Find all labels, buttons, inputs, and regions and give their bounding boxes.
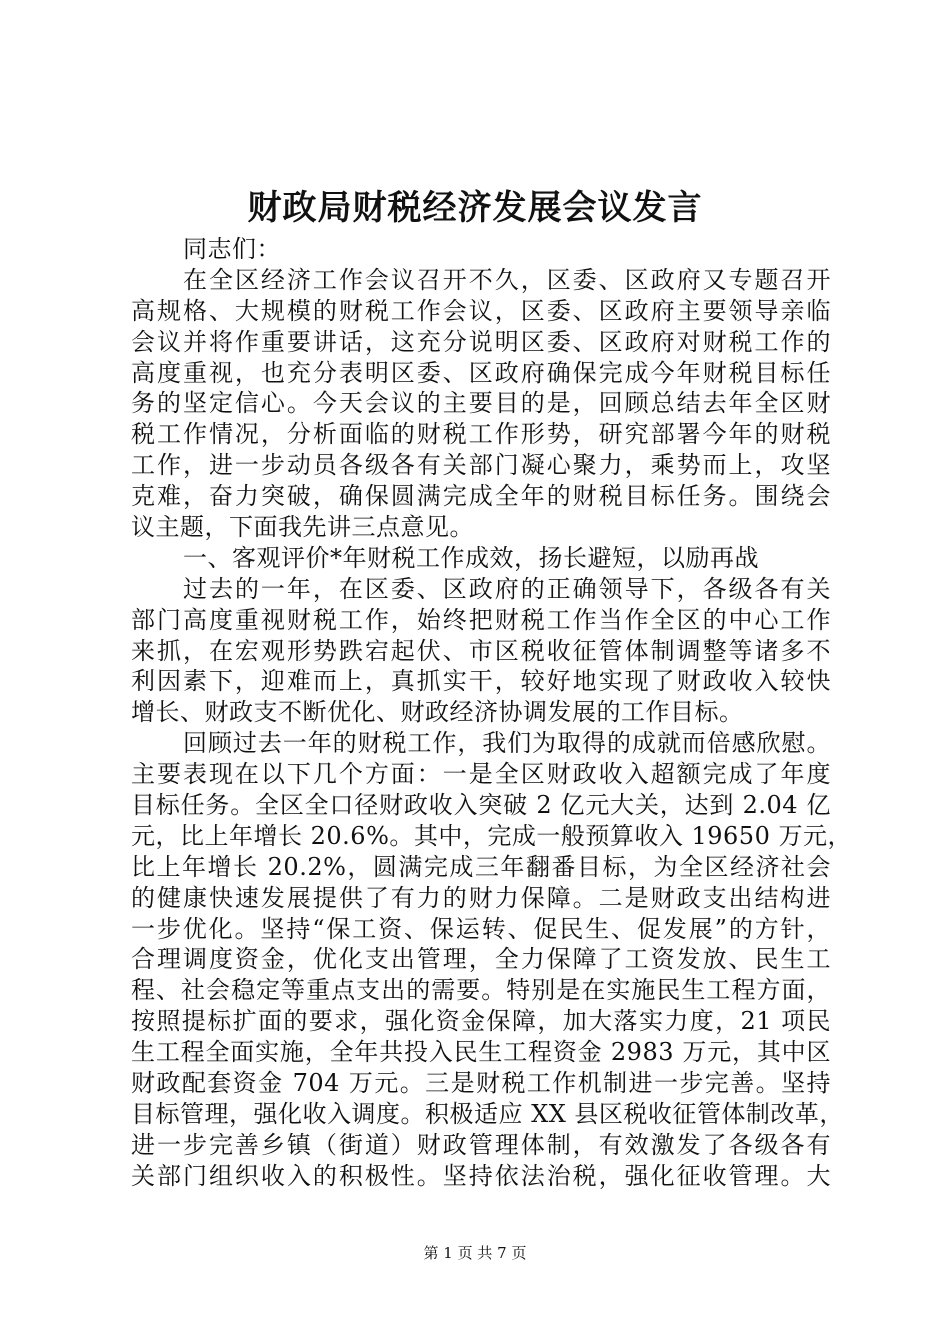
document-title: 财政局财税经济发展会议发言 (247, 188, 703, 228)
text-line: 利因素下，迎难而上，真抓实干，较好地实现了财政收入较快 (131, 667, 831, 696)
text-line: 同志们： (183, 235, 281, 263)
text-line: 元，比上年增长 20.6%。其中，完成一般预算收入 19650 万元， (131, 821, 852, 850)
text-line: 增长、财政支不断优化、财政经济协调发展的工作目标。 (131, 698, 744, 727)
text-line: 高度重视，也充分表明区委、区政府确保完成今年财税目标任 (131, 358, 831, 387)
text-line: 回顾过去一年的财税工作，我们为取得的成就而倍感欣慰。 (183, 729, 831, 758)
text-line: 一、客观评价*年财税工作成效，扬长避短，以励再战 (183, 543, 759, 572)
text-line: 过去的一年，在区委、区政府的正确领导下，各级各有关 (183, 574, 831, 603)
text-line: 财政配套资金 704 万元。三是财税工作机制进一步完善。坚持 (131, 1069, 831, 1098)
page-footer: 第 1 页 共 7 页 (423, 1244, 527, 1262)
text-line: 务的坚定信心。今天会议的主要目的是，回顾总结去年全区财 (131, 389, 831, 418)
text-line: 生工程全面实施，全年共投入民生工程资金 2983 万元，其中区 (131, 1038, 831, 1067)
text-line: 会议并将作重要讲话，这充分说明区委、区政府对财税工作的 (131, 327, 831, 356)
text-line: 来抓，在宏观形势跌宕起伏、市区税收征管体制调整等诸多不 (131, 636, 831, 665)
document-body (131, 234, 852, 1192)
text-line: 目标任务。全区全口径财政收入突破 2 亿元大关，达到 2.04 亿 (131, 791, 831, 820)
text-line: 按照提标扩面的要求，强化资金保障，加大落实力度，21 项民 (131, 1007, 831, 1036)
text-line: 比上年增长 20.2%，圆满完成三年翻番目标，为全区经济社会 (131, 852, 831, 881)
text-line: 克难，奋力突破，确保圆满完成全年的财税目标任务。围绕会 (131, 482, 831, 511)
text-line: 在全区经济工作会议召开不久，区委、区政府又专题召开 (183, 265, 831, 294)
text-line: 进一步完善乡镇（街道）财政管理体制，有效激发了各级各有 (131, 1130, 831, 1159)
text-line: 的健康快速发展提供了有力的财力保障。二是财政支出结构进 (131, 883, 831, 912)
text-line: 关部门组织收入的积极性。坚持依法治税，强化征收管理。大 (131, 1161, 831, 1190)
text-line: 部门高度重视财税工作，始终把财税工作当作全区的中心工作 (131, 605, 831, 634)
text-line: 工作，进一步动员各级各有关部门凝心聚力，乘势而上，攻坚 (131, 451, 831, 480)
text-line: 高规格、大规模的财税工作会议，区委、区政府主要领导亲临 (131, 296, 831, 325)
text-line: 合理调度资金，优化支出管理，全力保障了工资发放、民生工 (131, 945, 831, 974)
text-line: 税工作情况，分析面临的财税工作形势，研究部署今年的财税 (131, 420, 831, 449)
text-line: 程、社会稳定等重点支出的需要。特别是在实施民生工程方面， (131, 976, 831, 1005)
text-line: 议主题，下面我先讲三点意见。 (131, 513, 474, 542)
text-line: 主要表现在以下几个方面：一是全区财政收入超额完成了年度 (131, 760, 831, 789)
text-line: 目标管理，强化收入调度。积极适应 XX 县区税收征管体制改革， (131, 1099, 844, 1128)
text-line: 一步优化。坚持“保工资、保运转、促民生、促发展”的方针， (131, 914, 831, 943)
